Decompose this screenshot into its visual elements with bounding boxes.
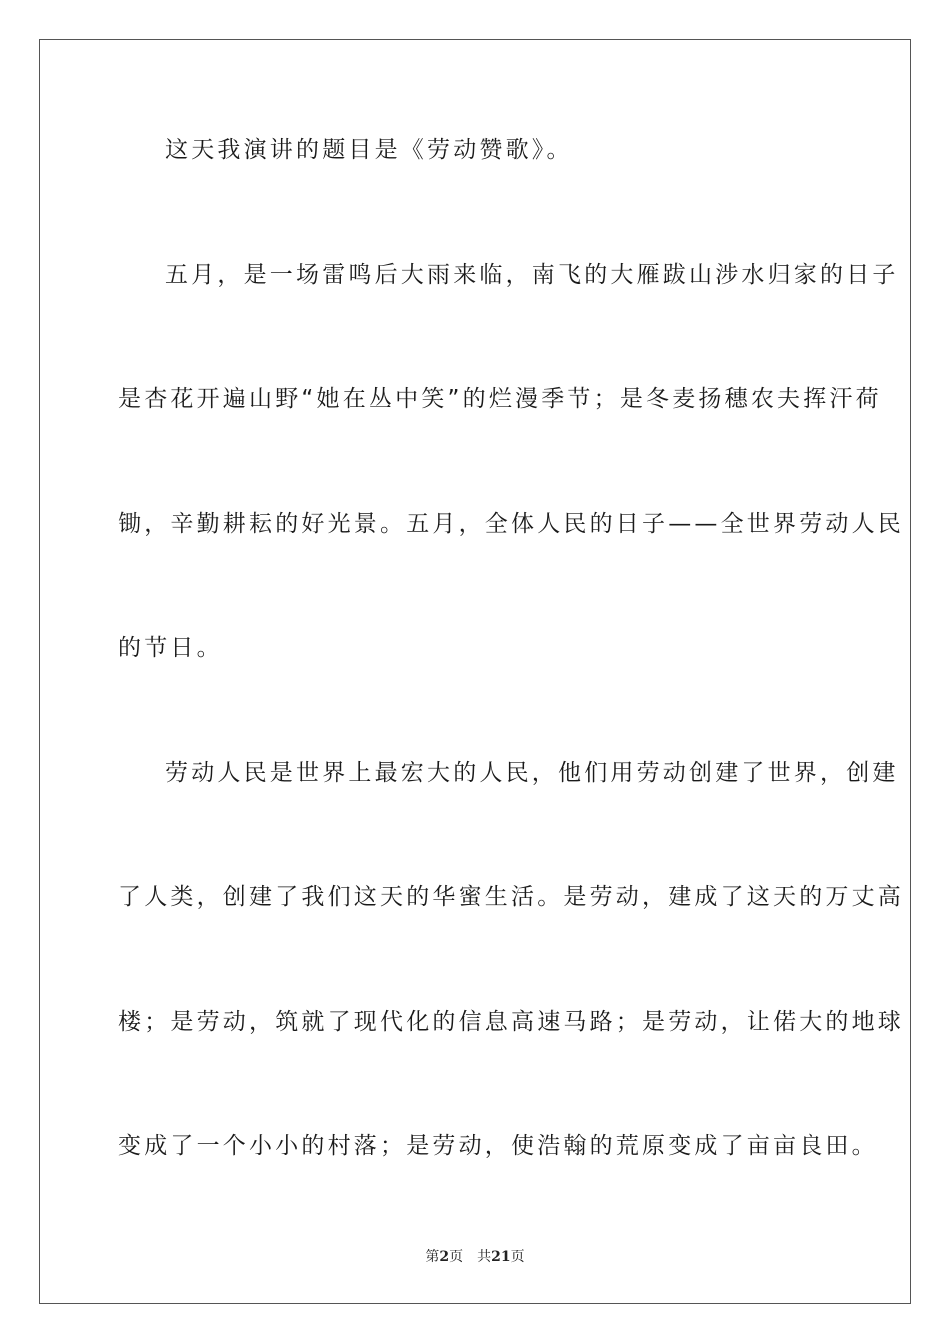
- page-footer: [0, 1246, 950, 1266]
- paragraph-line: 锄，辛勤耕耘的好光景。五月，全体人民的日子——全世界劳动人民: [118, 511, 904, 537]
- page-total-suffix: 页: [510, 1249, 525, 1265]
- page-border: [39, 39, 911, 1304]
- page-total-prefix: 共: [477, 1249, 492, 1265]
- page-number-suffix: 页: [449, 1249, 464, 1265]
- paragraph-line: 是杏花开遍山野“她在丛中笑”的烂漫季节；是冬麦扬穗农夫挥汗荷: [118, 386, 882, 412]
- paragraph-line: 变成了一个小小的村落；是劳动，使浩翰的荒原变成了亩亩良田。: [118, 1133, 878, 1159]
- page-number-current: 2: [439, 1249, 450, 1265]
- page-total-count: 21: [491, 1249, 511, 1265]
- paragraph-line: 的节日。: [118, 635, 223, 661]
- paragraph-line: 楼；是劳动，筑就了现代化的信息高速马路；是劳动，让偌大的地球: [118, 1009, 904, 1035]
- paragraph-line: 这天我演讲的题目是《劳动赞歌》。: [165, 137, 573, 163]
- paragraph-line: 五月，是一场雷鸣后大雨来临，南飞的大雁跋山涉水归家的日子: [165, 262, 899, 288]
- page-number-prefix: 第: [425, 1249, 440, 1265]
- paragraph-line: 了人类，创建了我们这天的华蜜生活。是劳动，建成了这天的万丈高: [118, 884, 904, 910]
- paragraph-line: 劳动人民是世界上最宏大的人民，他们用劳动创建了世界，创建: [165, 760, 899, 786]
